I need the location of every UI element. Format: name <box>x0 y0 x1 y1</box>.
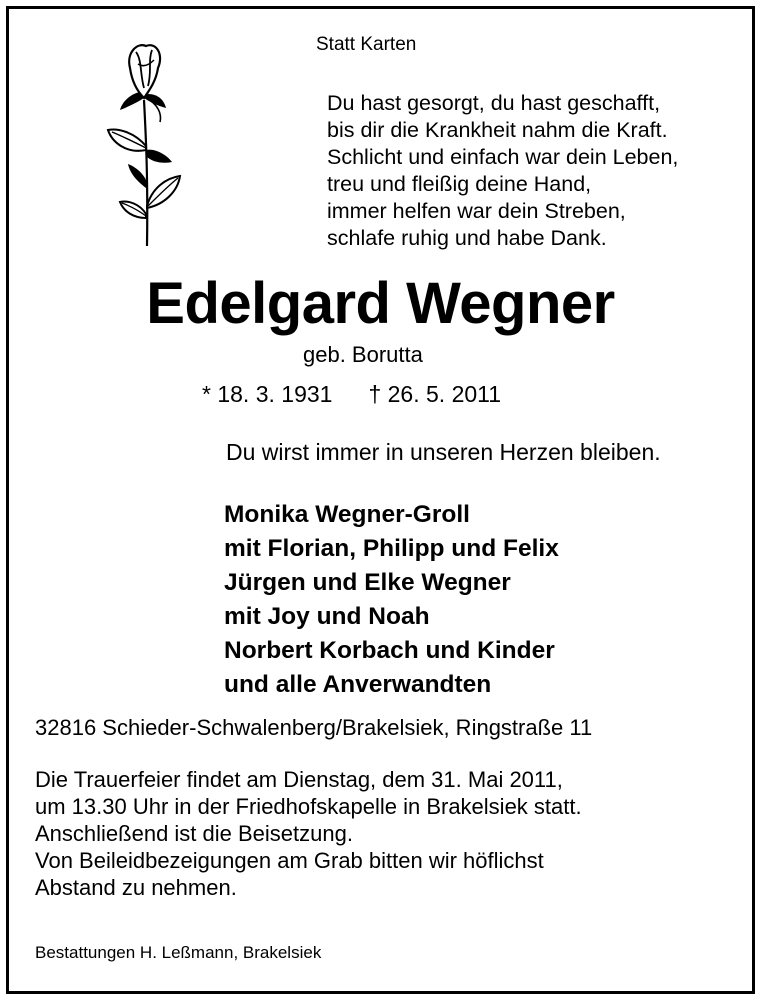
undertaker: Bestattungen H. Leßmann, Brakelsiek <box>35 943 322 962</box>
mourner-line: Monika Wegner-Groll <box>224 501 470 528</box>
poem-line: Schlicht und einfach war dein Leben, <box>327 145 679 169</box>
funeral-line: Abstand zu nehmen. <box>35 875 237 900</box>
poem-line: immer helfen war dein Streben, <box>327 199 626 223</box>
poem-line: schlafe ruhig und habe Dank. <box>327 226 607 250</box>
funeral-info <box>35 766 582 901</box>
funeral-line: Anschließend ist die Beisetzung. <box>35 821 353 846</box>
address: 32816 Schieder-Schwalenberg/Brakelsiek, Ringstraße 11 <box>35 715 593 740</box>
mourner-line: Norbert Korbach und Kinder <box>224 637 555 664</box>
mourners-list <box>224 498 559 702</box>
poem-line: treu und fleißig deine Hand, <box>327 172 592 196</box>
motto: Du wirst immer in unseren Herzen bleiben. <box>226 439 661 465</box>
mourner-line: mit Florian, Philipp und Felix <box>224 535 559 562</box>
mourner-line: Jürgen und Elke Wegner <box>224 569 511 596</box>
birth-date: * 18. 3. 1931 <box>202 381 333 407</box>
death-date: † 26. 5. 2011 <box>368 381 502 407</box>
deceased-name: Edelgard Wegner <box>146 271 615 336</box>
mourner-line: mit Joy und Noah <box>224 603 430 630</box>
poem-line: bis dir die Krankheit nahm die Kraft. <box>327 118 668 142</box>
life-dates <box>202 381 501 408</box>
birth-name: geb. Borutta <box>303 342 423 367</box>
mourner-line: und alle Anverwandten <box>224 671 492 698</box>
rose-icon <box>100 38 190 248</box>
poem-line: Du hast gesorgt, du hast geschafft, <box>327 91 661 115</box>
poem <box>327 90 678 252</box>
funeral-line: Von Beileidbezeigungen am Grab bitten wir höflichst <box>35 848 544 873</box>
funeral-line: Die Trauerfeier findet am Dienstag, dem 31. Mai 2011, <box>35 767 563 792</box>
funeral-line: um 13.30 Uhr in der Friedhofskapelle in Brakelsiek statt. <box>35 794 582 819</box>
statt-karten-header: Statt Karten <box>316 34 417 55</box>
